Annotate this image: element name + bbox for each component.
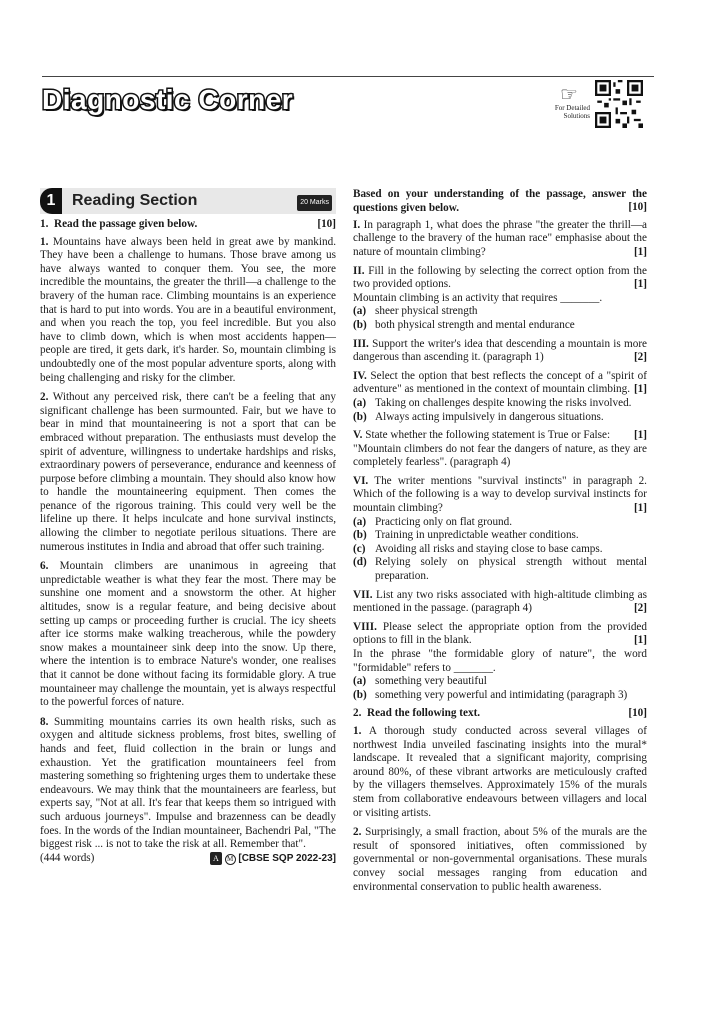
qr-code-icon[interactable] [595,80,643,128]
answer-option: (b) Always acting impulsively in dangerous situations. [353,410,604,423]
passage-paragraph: 1. Mountains have always been held in great awe by mankind. They have been a challenge to humans. Those brave among us have always wanted to conquer them. You see, the more incredible the mountains, the greater the thrill—a challenge to the bravery of the human race. Climbing mountains is an experience that is hard to put into words. You are in a beautiful environment, and when you reach the top, you feel incredible. But you also have to climb down, which is when most accidents happen—people are tired, it gets dark, it's harder. So, mountain climbing is undoubtedly one of the most popular adventure sports, along with being challenging and risky for the climber. [40,235,336,384]
question-stem: In the phrase "the formidable glory of nature", the word "formidable" refers to _______. [353,648,647,674]
questions-intro-marks: [10] [628,201,647,214]
question-item: VII. List any two risks associated with high-altitude climbing as mentioned in the passage. (paragraph 4) [2] [353,588,647,615]
passage-paragraph: 2. Without any perceived risk, there can't be a feeling that any significant challenge has been surmounted. Fair, but we have to bear in mind that mountaineering is not a sport that can be embraced without preparation. The enthusiasts must develop the spirit of adventure, willingness to undertake hardships and risks, extraordinary powers of perseverance, endurance and keenness of purpose before climbing a mountain. They should also know how to handle the mountaineering equipment. Then comes the penance of the rigorous training. This could very well be the lifeline up there. It helps inculcate and hone survival instincts, allowing the climber to negotiate perilous situations. There are numerous institutes in India and abroad that offer such training. [40,391,336,553]
question-item: I. In paragraph 1, what does the phrase "the greater the thrill—a challenge to the bravery of the human race" emphasise about the nature of mountain climbing? [1] [353,218,647,258]
header-rule [42,76,654,77]
passage-paragraph: 8. Summiting mountains carries its own health risks, such as oxygen and altitude sickness problems, frost bites, swelling of hands and feet, fluid collection in the brain or lungs and exhaustion. Yet the gratification mountaineers feel from mastering something so frightening urges them to undertake these endeavours. We may think that the mountaineers are fearless, but experts say, "Not at all. It's fear that keeps them so intrigued with such arduous journeys". Impulse and brazenness can be deadly foes. In the words of the Indian mountaineer, Bachendri Pal, "The biggest risk ... is not to take the risk at all. Remember that". [40,715,337,851]
question-item: IV. Select the option that best reflects the concept of a "spirit of adventure" as mentioned in the context of mountain climbing. [1] (a) Taking on challenges despite knowing the risks involved. (b) Always acting impulsively in dangerous situations. [353,369,647,423]
passage-paragraph: 6. Mountain climbers are unanimous in agreeing that unpredictable weather is what they fear the most. There may be sunshine one moment and a snowstorm the other. At higher altitudes, snow is a regular feature, and being decisive about setting up camps or proceeding further is crucial. The icy sheets after ice storms make walking treacherous, while the powdery snow makes a mountaineer sink deep into the snow. Up there, where the intention is to embrace Nature's wonder, one realises that it cannot be done without facing its formidable glory. A true mountaineer may challenge the mountain, yet is always respectful to the powerful forces of nature. [40,560,336,709]
question-2-marks: [10] [628,707,647,720]
answer-option: (a) sheer physical strength [353,305,478,318]
word-count: (444 words) [40,851,95,864]
section-header [40,188,336,214]
question-item: II. Fill in the following by selecting the correct option from the two provided options. [1] Mountain climbing is an activity that requires _______. (a) sheer physical strength (b) both physical strength and mental endurance [353,264,647,331]
section-marks-badge: 20 Marks [297,195,332,211]
left-column [40,188,336,865]
question-item: VIII. Please select the appropriate option from the provided options to fill in the blank. [1] In the phrase "the formidable glory of nature", the word "formidable" refers to _______. (a) something very beautiful (b) something very powerful and intimidating (paragraph 3) [353,620,647,701]
question-item: VI. The writer mentions "survival instincts" in paragraph 2. Which of the following is a way to develop survival instincts for mountain climbing? [1] (a) Practicing only on flat ground. (b) Training in unpredictable weather conditions. (c) Avoiding all risks and staying close to base camps. (d) Relying solely on physical strength without mental preparation. [353,474,647,583]
page-title: Diagnostic Corner [42,84,294,115]
question-1-heading: 1. Read the passage given below. [10] [40,218,336,230]
passage-paragraph: 1. A thorough study conducted across several villages of northwest India unveiled fascinating insights into the mural* landscape. It revealed that a significant majority, comprising around 80%, of these vibrant artworks are meticulously crafted by the villagers themselves. Approximately 15% of the murals stem from collaborative endeavours between villagers and local or visiting artists. [353,724,647,819]
pointing-hand-icon: ☞ [560,84,578,106]
question-stem: "Mountain climbers do not fear the dangers of nature, as they are completely fearless". (paragraph 4) [353,442,647,469]
question-item: V. State whether the following statement is True or False: [1] "Mountain climbers do not fear the dangers of nature, as they are completely fearless". (paragraph 4) [353,429,647,469]
section-number: 1 [40,188,62,214]
question-stem: Mountain climbing is an activity that requires _______. [353,291,603,304]
questions-intro: Based on your understanding of the passage, answer the questions given below. [353,188,647,214]
answer-option: (d) Relying solely on physical strength without mental preparation. [353,556,647,583]
question-2-heading: 2. Read the following text. [10] [353,707,647,720]
answer-option: (b) both physical strength and mental endurance [353,318,575,331]
source-reference: A M [CBSE SQP 2022-23] [210,852,336,866]
answer-option: (b) Training in unpredictable weather conditions. [353,529,579,542]
question-1-marks: [10] [317,218,336,230]
passage-paragraph: 2. Surprisingly, a small fraction, about 5% of the murals are the result of sponsored initiatives, often commissioned by governmental or non-governmental organisations. These murals convey social messages ranging from education and environmental conservation to public health awareness. [353,826,647,893]
answer-option: (c) Avoiding all risks and staying close to base camps. [353,542,603,555]
answer-option: (a) Practicing only on flat ground. [353,515,513,528]
answer-option: (b) something very powerful and intimidating (paragraph 3) [353,688,628,701]
section-title: Reading Section [72,192,198,210]
right-column [353,188,647,900]
answer-option: (a) something very beautiful [353,675,487,688]
passage-footer [40,852,336,866]
question-item: III. Support the writer's idea that descending a mountain is more dangerous than ascending it. (paragraph 1) [2] [353,337,648,364]
answer-option: (a) Taking on challenges despite knowing the risks involved. [353,396,632,409]
detailed-solutions-label: For Detailed Solutions [554,104,590,120]
